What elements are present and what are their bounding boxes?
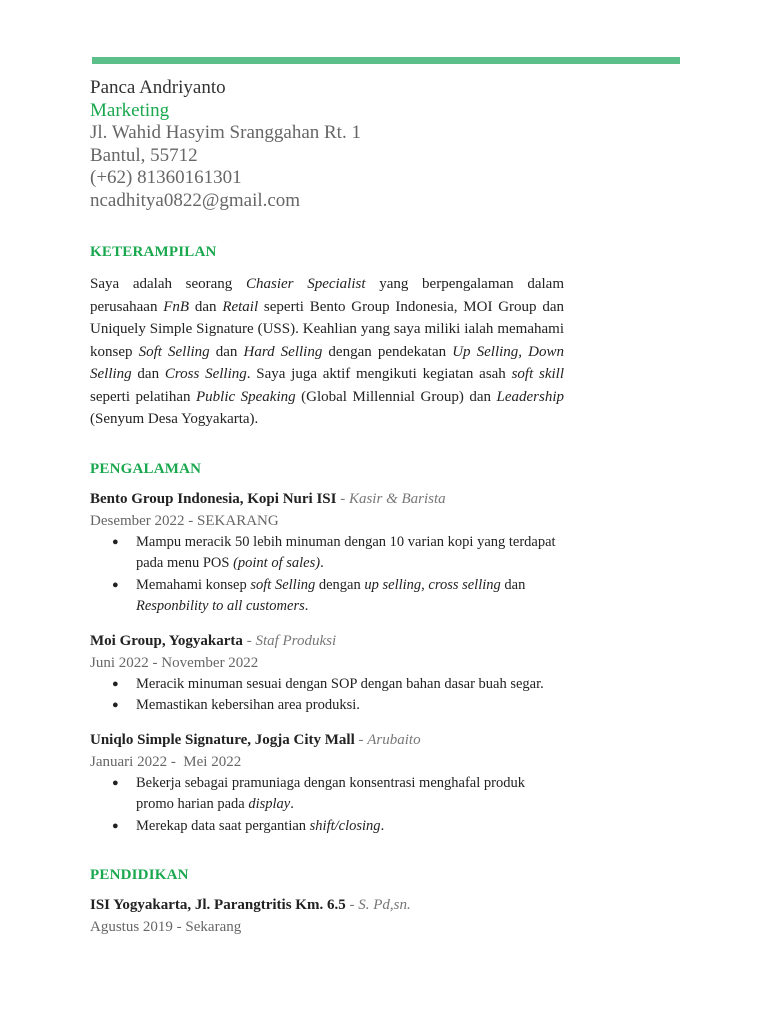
education-section-title: PENDIDIKAN [90,867,189,883]
job-dates: Desember 2022 - SEKARANG [90,512,279,529]
job-role: Staf Produksi [255,632,337,649]
job-dates: Januari 2022 - Mei 2022 [90,753,242,770]
degree: S. Pd,sn. [358,897,411,913]
phone-number: (+62) 81360161301 [90,167,242,188]
job-company: Bento Group Indonesia, Kopi Nuri ISI [90,490,337,507]
job-bullets [90,674,564,717]
job-entry [90,488,564,618]
skills-paragraph: Saya adalah seorang Chasier Specialist yang berpengalaman dalam perusahaan FnB dan Retail seperti Bento Group Indonesia, MOI Group dan Uniquely Simple Signature (USS). Keahlian yang saya miliki ialah memahami konsep Soft Selling dan Hard Selling dengan pendekatan Up Selling, Down Selling dan Cross Selling. Saya juga aktif mengikuti kegiatan asah soft skill seperti pelatihan Public Speaking (Global Millennial Group) dan Leadership (Senyum Desa Yogyakarta). [90,276,565,427]
candidate-name: Panca Andriyanto [90,77,226,98]
resume-page [90,76,564,938]
job-entry [90,729,564,838]
job-heading: Uniqlo Simple Signature, Jogja City Mall - Arubaito [90,731,421,748]
address-line-2: Bantul, 55712 [90,144,198,166]
job-company: Uniqlo Simple Signature, Jogja City Mall [90,731,355,748]
email-address[interactable]: ncadhitya0822@gmail.com [90,189,301,211]
job-bullet: ● Memahami konsep soft Selling dengan up selling, cross selling dan Responbility to all customers. [112,575,564,618]
experience-section-title: PENGALAMAN [90,460,202,477]
school-name: ISI Yogyakarta, Jl. Parangtritis Km. 6.5 [90,897,346,913]
job-bullet: ● Memastikan kebersihan area produksi. [112,695,564,717]
job-role: Arubaito [367,731,421,748]
job-bullets [90,532,564,618]
job-bullets [90,773,564,838]
job-bullet: ● Meracik minuman sesuai dengan SOP dengan bahan dasar buah segar. [112,674,564,696]
job-entry [90,630,564,717]
job-bullet: ● Merekap data saat pergantian shift/closing. [112,816,564,838]
education-dates: Agustus 2019 - Sekarang [90,919,242,935]
job-heading: Bento Group Indonesia, Kopi Nuri ISI - Kasir & Barista [90,490,446,507]
job-role: Kasir & Barista [348,490,446,507]
job-heading: Moi Group, Yogyakarta - Staf Produksi [90,632,337,649]
education-entry [90,894,564,938]
job-bullet: ● Mampu meracik 50 lebih minuman dengan 10 varian kopi yang terdapat pada menu POS (point of sales). [112,532,564,575]
education-heading: ISI Yogyakarta, Jl. Parangtritis Km. 6.5 - S. Pd,sn. [90,897,411,913]
address-line-1: Jl. Wahid Hasyim Sranggahan Rt. 1 [90,122,361,143]
header-accent-bar [92,57,680,64]
job-company: Moi Group, Yogyakarta [90,632,243,649]
job-dates: Juni 2022 - November 2022 [90,654,259,671]
skills-section-title: KETERAMPILAN [90,244,217,260]
candidate-role: Marketing [90,100,170,121]
job-bullet: ● Bekerja sebagai pramuniaga dengan konsentrasi menghafal produk promo harian pada display. [112,773,564,816]
